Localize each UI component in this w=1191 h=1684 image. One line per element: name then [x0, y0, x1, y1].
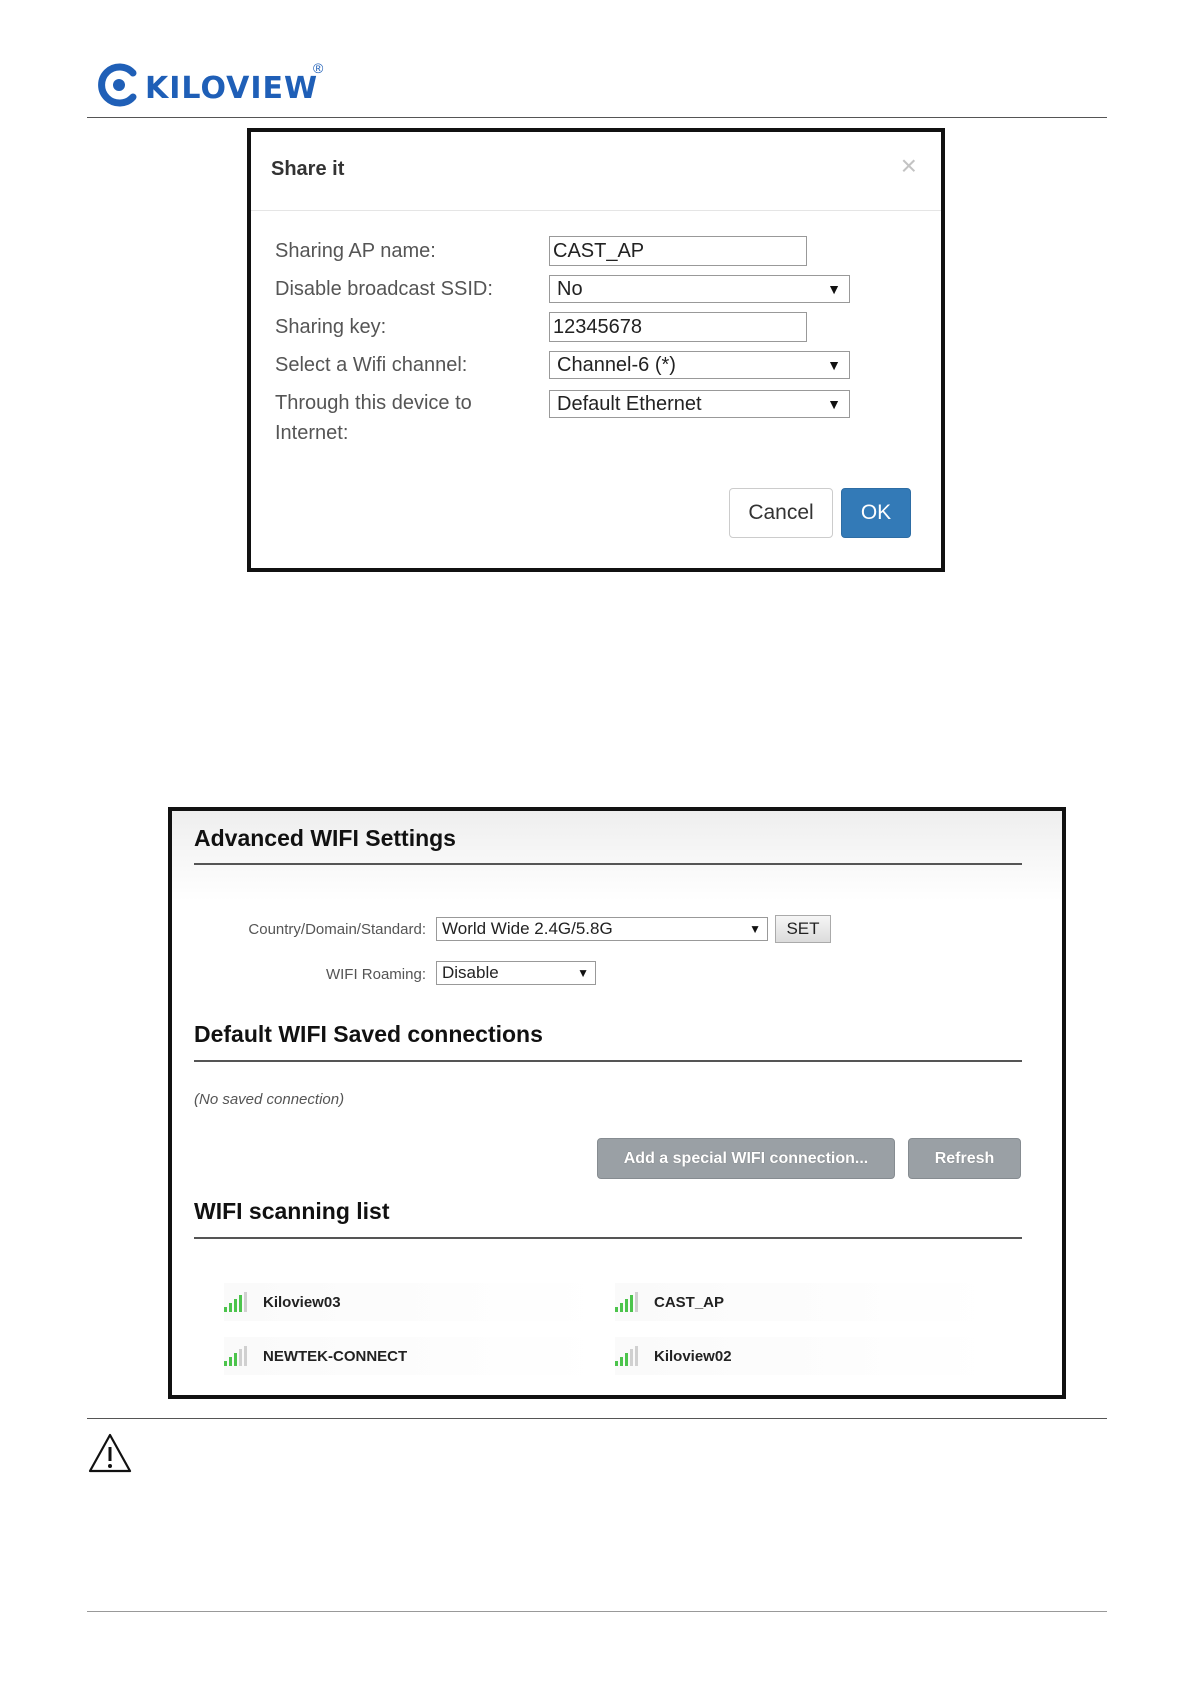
- ap-name-label: Sharing AP name:: [275, 240, 436, 262]
- add-wifi-connection-button[interactable]: Add a special WIFI connection...: [597, 1138, 895, 1179]
- wifi-channel-select[interactable]: [549, 351, 850, 379]
- roaming-label: WIFI Roaming:: [325, 966, 426, 983]
- wifi-signal-icon: [615, 1346, 638, 1366]
- section-rule: [194, 1237, 1022, 1239]
- ap-name-input[interactable]: CAST_AP: [549, 236, 807, 266]
- internet-source-value: Default Ethernet: [557, 393, 702, 415]
- chevron-down-icon: ▼: [827, 357, 841, 373]
- wifi-network-name: CAST_AP: [654, 1293, 725, 1311]
- wifi-network-name: NEWTEK-CONNECT: [263, 1347, 408, 1365]
- footer-rule: [87, 1611, 1107, 1612]
- wifi-network-item[interactable]: [224, 1283, 604, 1321]
- broadcast-ssid-label: Disable broadcast SSID:: [275, 278, 493, 300]
- wifi-network-item[interactable]: [224, 1337, 604, 1375]
- section-rule: [194, 1060, 1022, 1062]
- brand-logo: [97, 58, 318, 112]
- wifi-channel-label: Select a Wifi channel:: [275, 354, 468, 376]
- wifi-network-item[interactable]: [615, 1337, 995, 1375]
- country-select[interactable]: [436, 917, 768, 941]
- roaming-value: Disable: [442, 963, 499, 982]
- dialog-header: [251, 132, 941, 211]
- wifi-network-item[interactable]: [615, 1283, 995, 1321]
- close-icon[interactable]: ×: [900, 150, 917, 181]
- through-device-label-line2: Internet:: [275, 422, 349, 444]
- warning-icon: [87, 1432, 133, 1479]
- sharing-key-input[interactable]: 12345678: [549, 312, 807, 342]
- sharing-key-label: Sharing key:: [275, 316, 387, 338]
- wifi-scanning-title: WIFI scanning list: [194, 1198, 390, 1224]
- wifi-signal-icon: [224, 1292, 247, 1312]
- wifi-signal-icon: [224, 1346, 247, 1366]
- advanced-wifi-title: Advanced WIFI Settings: [194, 825, 456, 851]
- through-device-label: [275, 388, 472, 448]
- refresh-button[interactable]: Refresh: [908, 1138, 1021, 1179]
- saved-connections-title: Default WIFI Saved connections: [194, 1021, 543, 1047]
- through-device-label-line1: Through this device to: [275, 392, 472, 414]
- broadcast-ssid-value: No: [557, 278, 583, 300]
- registered-mark: ®: [313, 60, 324, 76]
- chevron-down-icon: ▼: [749, 922, 761, 936]
- broadcast-ssid-select[interactable]: [549, 275, 850, 303]
- chevron-down-icon: ▼: [827, 396, 841, 412]
- wifi-signal-icon: [615, 1292, 638, 1312]
- roaming-select[interactable]: [436, 961, 596, 985]
- wifi-network-name: Kiloview03: [263, 1293, 341, 1311]
- header-rule: [87, 117, 1107, 118]
- dialog-title: Share it: [271, 158, 345, 180]
- kiloview-logo-icon: [97, 63, 141, 107]
- share-dialog: [247, 128, 945, 572]
- note-top-rule: [87, 1418, 1107, 1419]
- country-value: World Wide 2.4G/5.8G: [442, 919, 613, 938]
- set-button[interactable]: SET: [775, 915, 831, 943]
- wifi-channel-value: Channel-6 (*): [557, 354, 676, 376]
- chevron-down-icon: ▼: [827, 281, 841, 297]
- internet-source-select[interactable]: [549, 390, 850, 418]
- no-saved-connection-text: (No saved connection): [194, 1091, 345, 1108]
- brand-name: KILOVIEW: [145, 70, 319, 106]
- ok-button[interactable]: OK: [841, 488, 911, 538]
- wifi-network-name: Kiloview02: [654, 1347, 732, 1365]
- country-label: Country/Domain/Standard:: [248, 921, 426, 938]
- section-rule: [194, 863, 1022, 865]
- cancel-button[interactable]: Cancel: [729, 488, 833, 538]
- advanced-wifi-panel: [168, 807, 1066, 1399]
- chevron-down-icon: ▼: [577, 966, 589, 980]
